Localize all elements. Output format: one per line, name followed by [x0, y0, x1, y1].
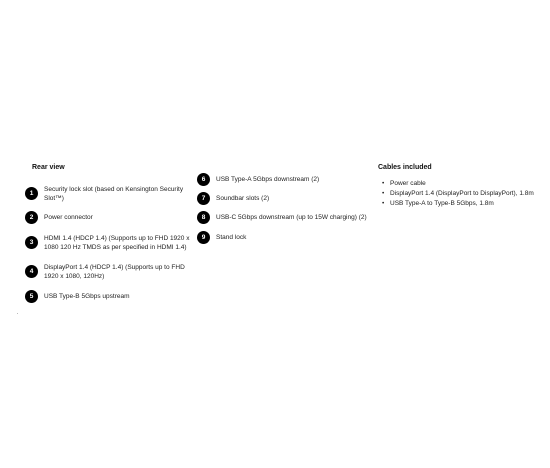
cables-list — [381, 179, 534, 209]
port-label: DisplayPort 1.4 (HDCP 1.4) (Supports up to FHD 1920 x 1080, 120Hz) — [44, 264, 185, 280]
port-number-badge: 1 — [25, 187, 38, 200]
stray-dot — [17, 313, 18, 314]
cable-list-item — [381, 189, 534, 199]
cable-label: Power cable — [390, 180, 426, 187]
port-number-badge: 3 — [25, 236, 38, 249]
port-label: Power connector — [44, 214, 93, 221]
port-label: USB-C 5Gbps downstream (up to 15W charging) (2) — [216, 214, 367, 221]
cable-label: DisplayPort 1.4 (DisplayPort to DisplayPort), 1.8m — [390, 190, 534, 197]
port-label: Stand lock — [216, 234, 247, 241]
cable-list-item — [381, 179, 534, 189]
port-number-badge: 4 — [25, 265, 38, 278]
bullet-icon: • — [382, 190, 385, 197]
port-label: USB Type-A 5Gbps downstream (2) — [216, 176, 320, 183]
port-label: Soundbar slots (2) — [216, 195, 270, 202]
port-label: HDMI 1.4 (HDCP 1.4) (Supports up to FHD 1920 x 1080 120 Hz TMDS as per specified in HDMI 1.4) — [44, 235, 190, 251]
port-number-badge: 9 — [197, 231, 210, 244]
rear-view-heading: Rear view — [32, 164, 65, 171]
port-number-badge: 5 — [25, 290, 38, 303]
bullet-icon: • — [382, 200, 385, 207]
cable-list-item — [381, 199, 534, 209]
cables-included-heading: Cables included — [378, 164, 432, 171]
port-label: Security lock slot (based on Kensington Security Slot™) — [44, 186, 184, 202]
port-number-badge: 6 — [197, 173, 210, 186]
cable-label: USB Type-A to Type-B 5Gbps, 1.8m — [390, 200, 494, 207]
bullet-icon: • — [382, 180, 385, 187]
port-number-badge: 7 — [197, 192, 210, 205]
port-number-badge: 8 — [197, 211, 210, 224]
port-label: USB Type-B 5Gbps upstream — [44, 293, 130, 300]
port-number-badge: 2 — [25, 211, 38, 224]
